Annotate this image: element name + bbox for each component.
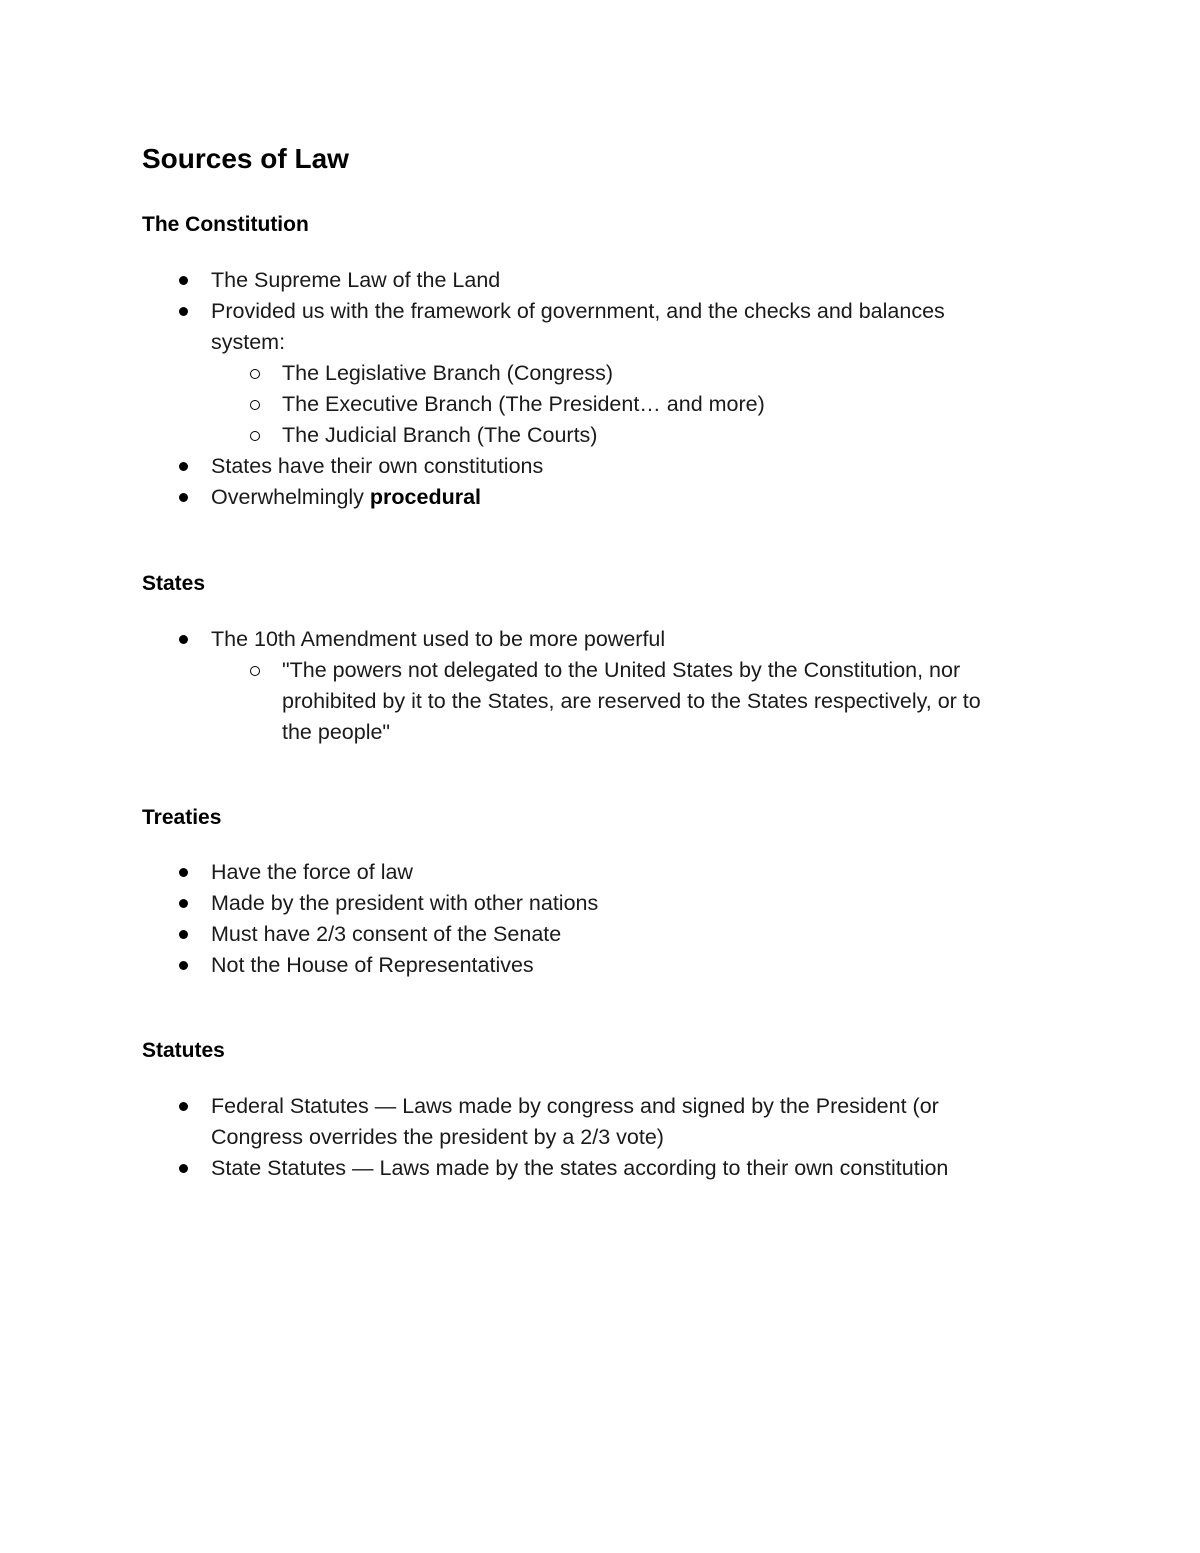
bullet-icon — [179, 493, 188, 502]
list-item: States have their own constitutions — [211, 454, 544, 478]
list-item: State Statutes — Laws made by the states according to their own constitution — [211, 1156, 949, 1180]
bullet-icon — [179, 635, 188, 644]
sub-list-item: The Legislative Branch (Congress) — [282, 361, 614, 385]
quote-line: prohibited by it to the States, are reserved to the States respectively, or to — [282, 689, 981, 713]
list-item: Provided us with the framework of government, and the checks and balances — [211, 299, 945, 323]
list-item-text: Overwhelmingly — [211, 485, 370, 509]
bullet-icon — [179, 307, 188, 316]
hollow-bullet-icon — [250, 431, 260, 441]
list-item: The 10th Amendment used to be more powerful — [211, 627, 666, 651]
quote-line: the people" — [282, 720, 391, 744]
section-heading-states: States — [142, 572, 206, 595]
hollow-bullet-icon — [250, 400, 260, 410]
section-heading-treaties: Treaties — [142, 806, 222, 829]
hollow-bullet-icon — [250, 369, 260, 379]
bullet-icon — [179, 1164, 188, 1173]
list-item: Have the force of law — [211, 860, 413, 884]
bullet-icon — [179, 961, 188, 970]
list-item: Made by the president with other nations — [211, 891, 599, 915]
bullet-icon — [179, 930, 188, 939]
list-item: The Supreme Law of the Land — [211, 268, 501, 292]
list-item-continuation: Congress overrides the president by a 2/3 vote) — [211, 1125, 664, 1149]
bullet-icon — [179, 868, 188, 877]
section-heading-statutes: Statutes — [142, 1039, 225, 1062]
list-item-continuation: system: — [211, 330, 286, 354]
sub-list-item: The Executive Branch (The President… and more) — [282, 392, 765, 416]
list-item: Federal Statutes — Laws made by congress and signed by the President (or — [211, 1094, 939, 1118]
bullet-icon — [179, 462, 188, 471]
sub-list-item: The Judicial Branch (The Courts) — [282, 423, 598, 447]
section-heading-constitution: The Constitution — [142, 213, 309, 236]
bullet-icon — [179, 1102, 188, 1111]
bullet-icon — [179, 276, 188, 285]
list-item: Not the House of Representatives — [211, 953, 534, 977]
document-title: Sources of Law — [142, 143, 349, 174]
list-item: Must have 2/3 consent of the Senate — [211, 922, 562, 946]
bullet-icon — [179, 899, 188, 908]
list-item — [211, 482, 481, 513]
quote-line: "The powers not delegated to the United States by the Constitution, nor — [282, 658, 961, 682]
emphasized-word: procedural — [369, 485, 482, 509]
hollow-bullet-icon — [250, 666, 260, 676]
